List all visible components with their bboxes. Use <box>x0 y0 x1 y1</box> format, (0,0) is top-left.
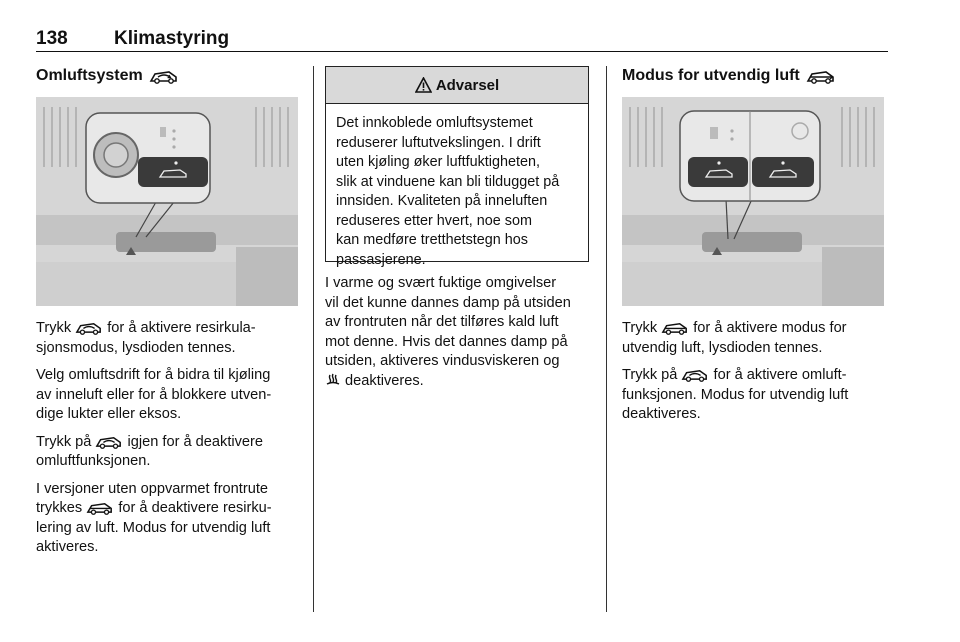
column-divider-right <box>606 66 607 612</box>
warning-box <box>325 66 589 268</box>
paragraph: Velg omluftsdrift for å bidra til kjøling av inneluft eller for å blokkere utven- dige lukter eller eksos. <box>36 367 272 422</box>
dashboard-illustration <box>36 97 298 306</box>
recirculation-car-icon <box>681 367 709 382</box>
page-number: 138 <box>36 28 68 49</box>
chapter-title: Klimastyring <box>114 28 230 49</box>
outside-air-text <box>622 319 848 433</box>
recirculation-car-icon <box>75 320 103 335</box>
outside-air-car-icon <box>86 500 114 515</box>
header-rule <box>36 51 888 52</box>
paragraph: Trykk på igjen for å deaktivere omluftfunksjonen. <box>36 433 264 469</box>
warning-header <box>326 67 588 104</box>
humidity-text: I varme og svært fuktige omgivelser vil det kunne dannes damp på utsiden av frontruten når det tilføres kald luft mot denne. Hvis det dannes damp på utsiden, aktiveres vindusviskeren og deaktiveres. <box>325 275 571 389</box>
warning-title: Advarsel <box>435 76 500 94</box>
column-divider-left <box>313 66 314 612</box>
section-title-recirculation: Omluftsystem <box>36 64 298 88</box>
recirculation-car-icon <box>95 434 123 449</box>
outside-air-car-icon <box>806 68 836 84</box>
dashboard-illustration <box>622 97 884 306</box>
paragraph: Trykk for å aktivere resirkula- sjonsmodus, lysdioden tennes. <box>36 320 256 356</box>
column-outside-air <box>622 64 886 422</box>
paragraph: Trykk for å aktivere modus for utvendig luft, lysdioden tennes. <box>622 320 847 356</box>
figure-recirculation-button <box>36 97 298 306</box>
page-header <box>36 26 888 54</box>
recirculation-car-icon <box>149 68 179 84</box>
column-recirculation <box>36 64 298 555</box>
section-title-outside-air: Modus for utvendig luft <box>622 64 886 88</box>
warning-triangle-icon <box>415 77 432 93</box>
warning-body: Det innkoblede omluftsystemet reduserer luftutvekslingen. I drift uten kjøling øker luftfuktigheten, slik at vinduene kan bli tildugget på innsiden. Kvaliteten på inneluften reduseres etter hvert, noe som kan medføre tretthetstegn hos passasjerene. <box>336 115 560 268</box>
windshield-defrost-icon <box>325 372 341 388</box>
outside-air-car-icon <box>661 320 689 335</box>
paragraph: Trykk på for å aktivere omluft- funksjonen. Modus for utvendig luft deaktiveres. <box>622 367 849 422</box>
paragraph: I versjoner uten oppvarmet frontrute trykkes for å deaktivere resirku- lering av luft. Modus for utvendig luft aktiveres. <box>36 480 272 555</box>
recirculation-text <box>36 319 272 566</box>
figure-outside-air-button <box>622 97 884 306</box>
